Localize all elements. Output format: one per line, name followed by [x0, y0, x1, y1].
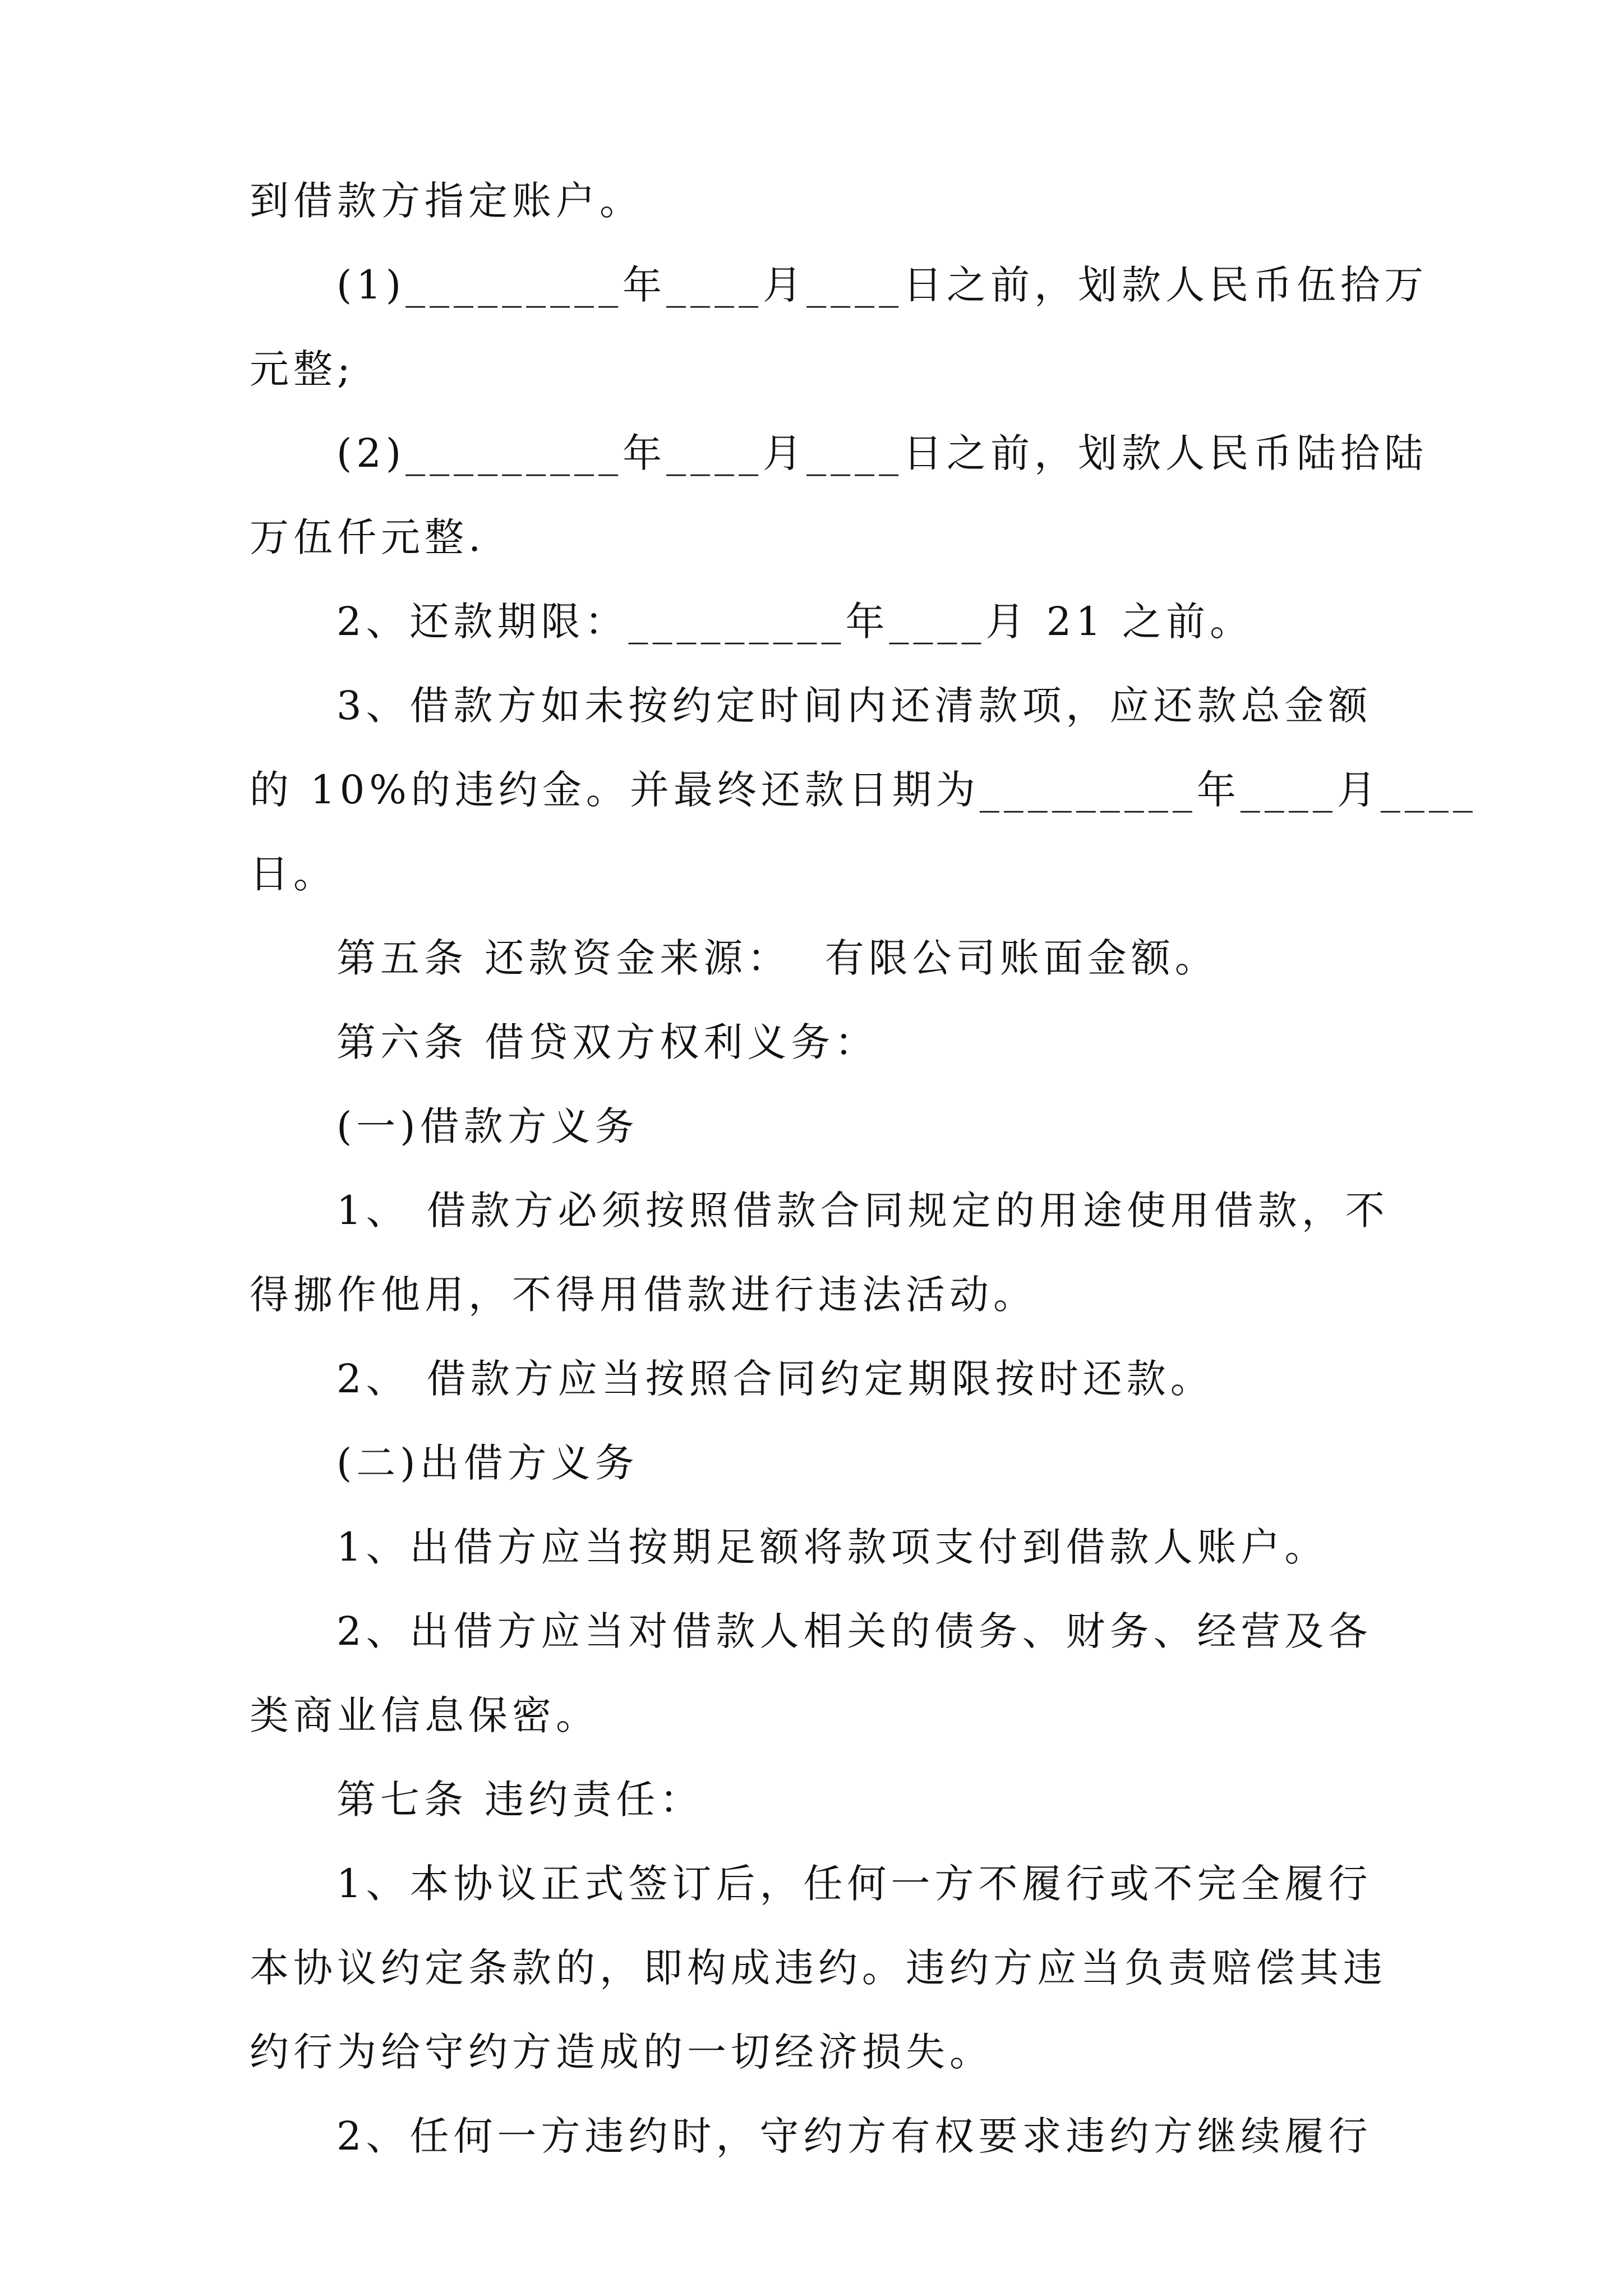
- document-line: 约行为给守约方造成的一切经济损失。: [250, 2029, 993, 2075]
- document-line: 2、任何一方违约时，守约方有权要求违约方继续履行: [336, 2113, 1372, 2159]
- document-line: 第五条 还款资金来源： 有限公司账面金额。: [336, 935, 1219, 981]
- document-line: (1)_________年____月____日之前，划款人民币伍拾万: [336, 262, 1428, 308]
- document-line: 到借款方指定账户。: [250, 178, 643, 224]
- document-line: 的 10%的违约金。并最终还款日期为_________年____月____: [250, 767, 1477, 813]
- document-line: 元整;: [250, 346, 355, 392]
- document-line: 日。: [250, 851, 337, 897]
- document-line: 1、出借方应当按期足额将款项支付到借款人账户。: [336, 1524, 1329, 1570]
- document-line: 2、出借方应当对借款人相关的债务、财务、经营及各: [336, 1608, 1372, 1654]
- document-line: 1、本协议正式签订后，任何一方不履行或不完全履行: [336, 1861, 1372, 1907]
- document-line: 1、 借款方必须按照借款合同规定的用途使用借款，不: [336, 1188, 1389, 1234]
- document-line: 类商业信息保密。: [250, 1692, 600, 1738]
- document-line: 本协议约定条款的，即构成违约。违约方应当负责赔偿其违: [250, 1945, 1387, 1991]
- document-line: (2)_________年____月____日之前，划款人民币陆拾陆: [336, 430, 1428, 476]
- document-line: 第七条 违约责任：: [336, 1777, 704, 1823]
- document-line: (一)借款方义务: [336, 1103, 639, 1149]
- document-line: 3、借款方如未按约定时间内还清款项，应还款总金额: [336, 683, 1372, 729]
- document-line: 2、还款期限：_________年____月 21 之前。: [336, 599, 1254, 645]
- document-line: 2、 借款方应当按照合同约定期限按时还款。: [336, 1356, 1214, 1402]
- document-line: (二)出借方义务: [336, 1440, 639, 1486]
- document-line: 得挪作他用，不得用借款进行违法活动。: [250, 1272, 1037, 1318]
- document-line: 第六条 借贷双方权利义务：: [336, 1019, 879, 1065]
- document-line: 万伍仟元整.: [250, 514, 486, 560]
